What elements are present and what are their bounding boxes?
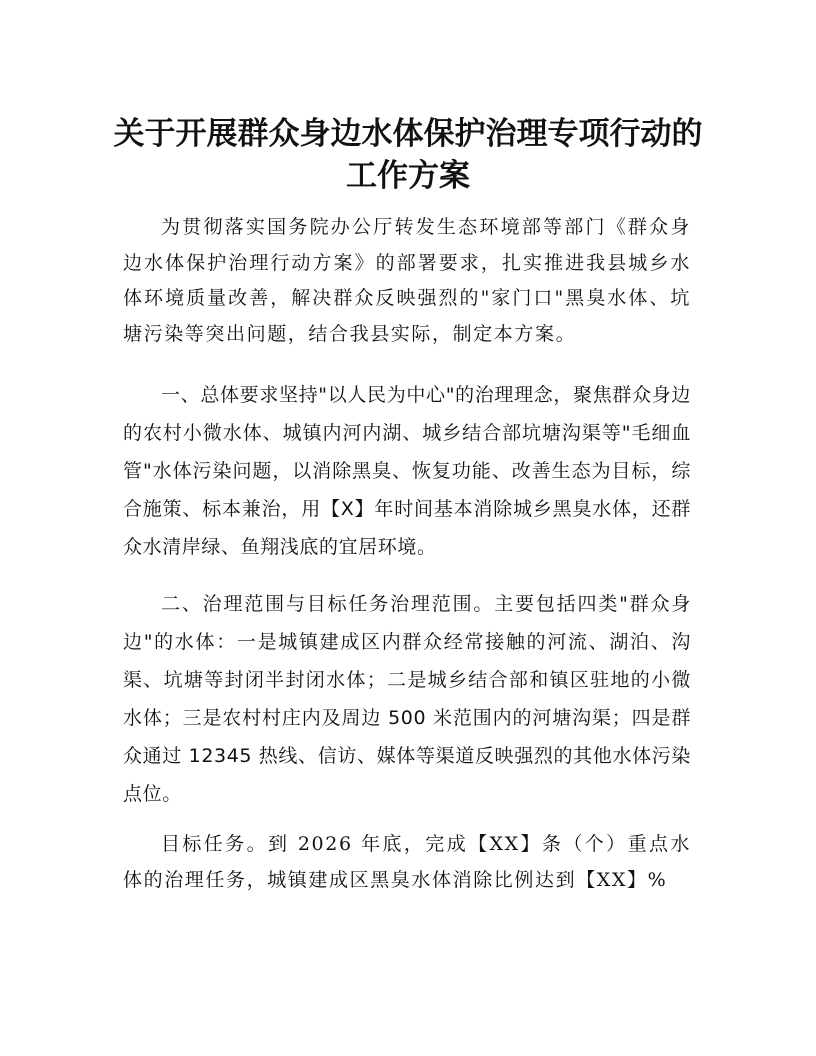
intro-paragraph: 为贯彻落实国务院办公厅转发生态环境部等部门《群众身边水体保护治理行动方案》的部署要求，扎实推进我县城乡水体环境质量改善，解决群众反映强烈的"家门口"黑臭水体、坑塘污染等突出问题，结合我县实际，制定本方案。 — [123, 216, 691, 345]
section-2-paragraph: 二、治理范围与目标任务治理范围。主要包括四类"群众身边"的水体：一是城镇建成区内群众经常接触的河流、湖泊、沟渠、坑塘等封闭半封闭水体；二是城乡结合部和镇区驻地的小微水体；三是农村村庄内及周边 500 米范围内的河塘沟渠；四是群众通过 12345 热线、信访、媒体等渠道反映强烈的其他水体污染点位。 — [123, 593, 691, 805]
document-title: 关于开展群众身边水体保护治理专项行动的工作方案 — [113, 116, 703, 194]
targets-paragraph: 目标任务。到 2026 年底，完成【XX】条（个）重点水体的治理任务，城镇建成区黑臭水体消除比例达到【XX】% — [123, 833, 691, 891]
section-1-paragraph: 一、总体要求坚持"以人民为中心"的治理理念，聚焦群众身边的农村小微水体、城镇内河内湖、城乡结合部坑塘沟渠等"毛细血管"水体污染问题，以消除黑臭、恢复功能、改善生态为目标，综合施策、标本兼治，用【X】年时间基本消除城乡黑臭水体，还群众水清岸绿、鱼翔浅底的宜居环境。 — [123, 384, 691, 558]
